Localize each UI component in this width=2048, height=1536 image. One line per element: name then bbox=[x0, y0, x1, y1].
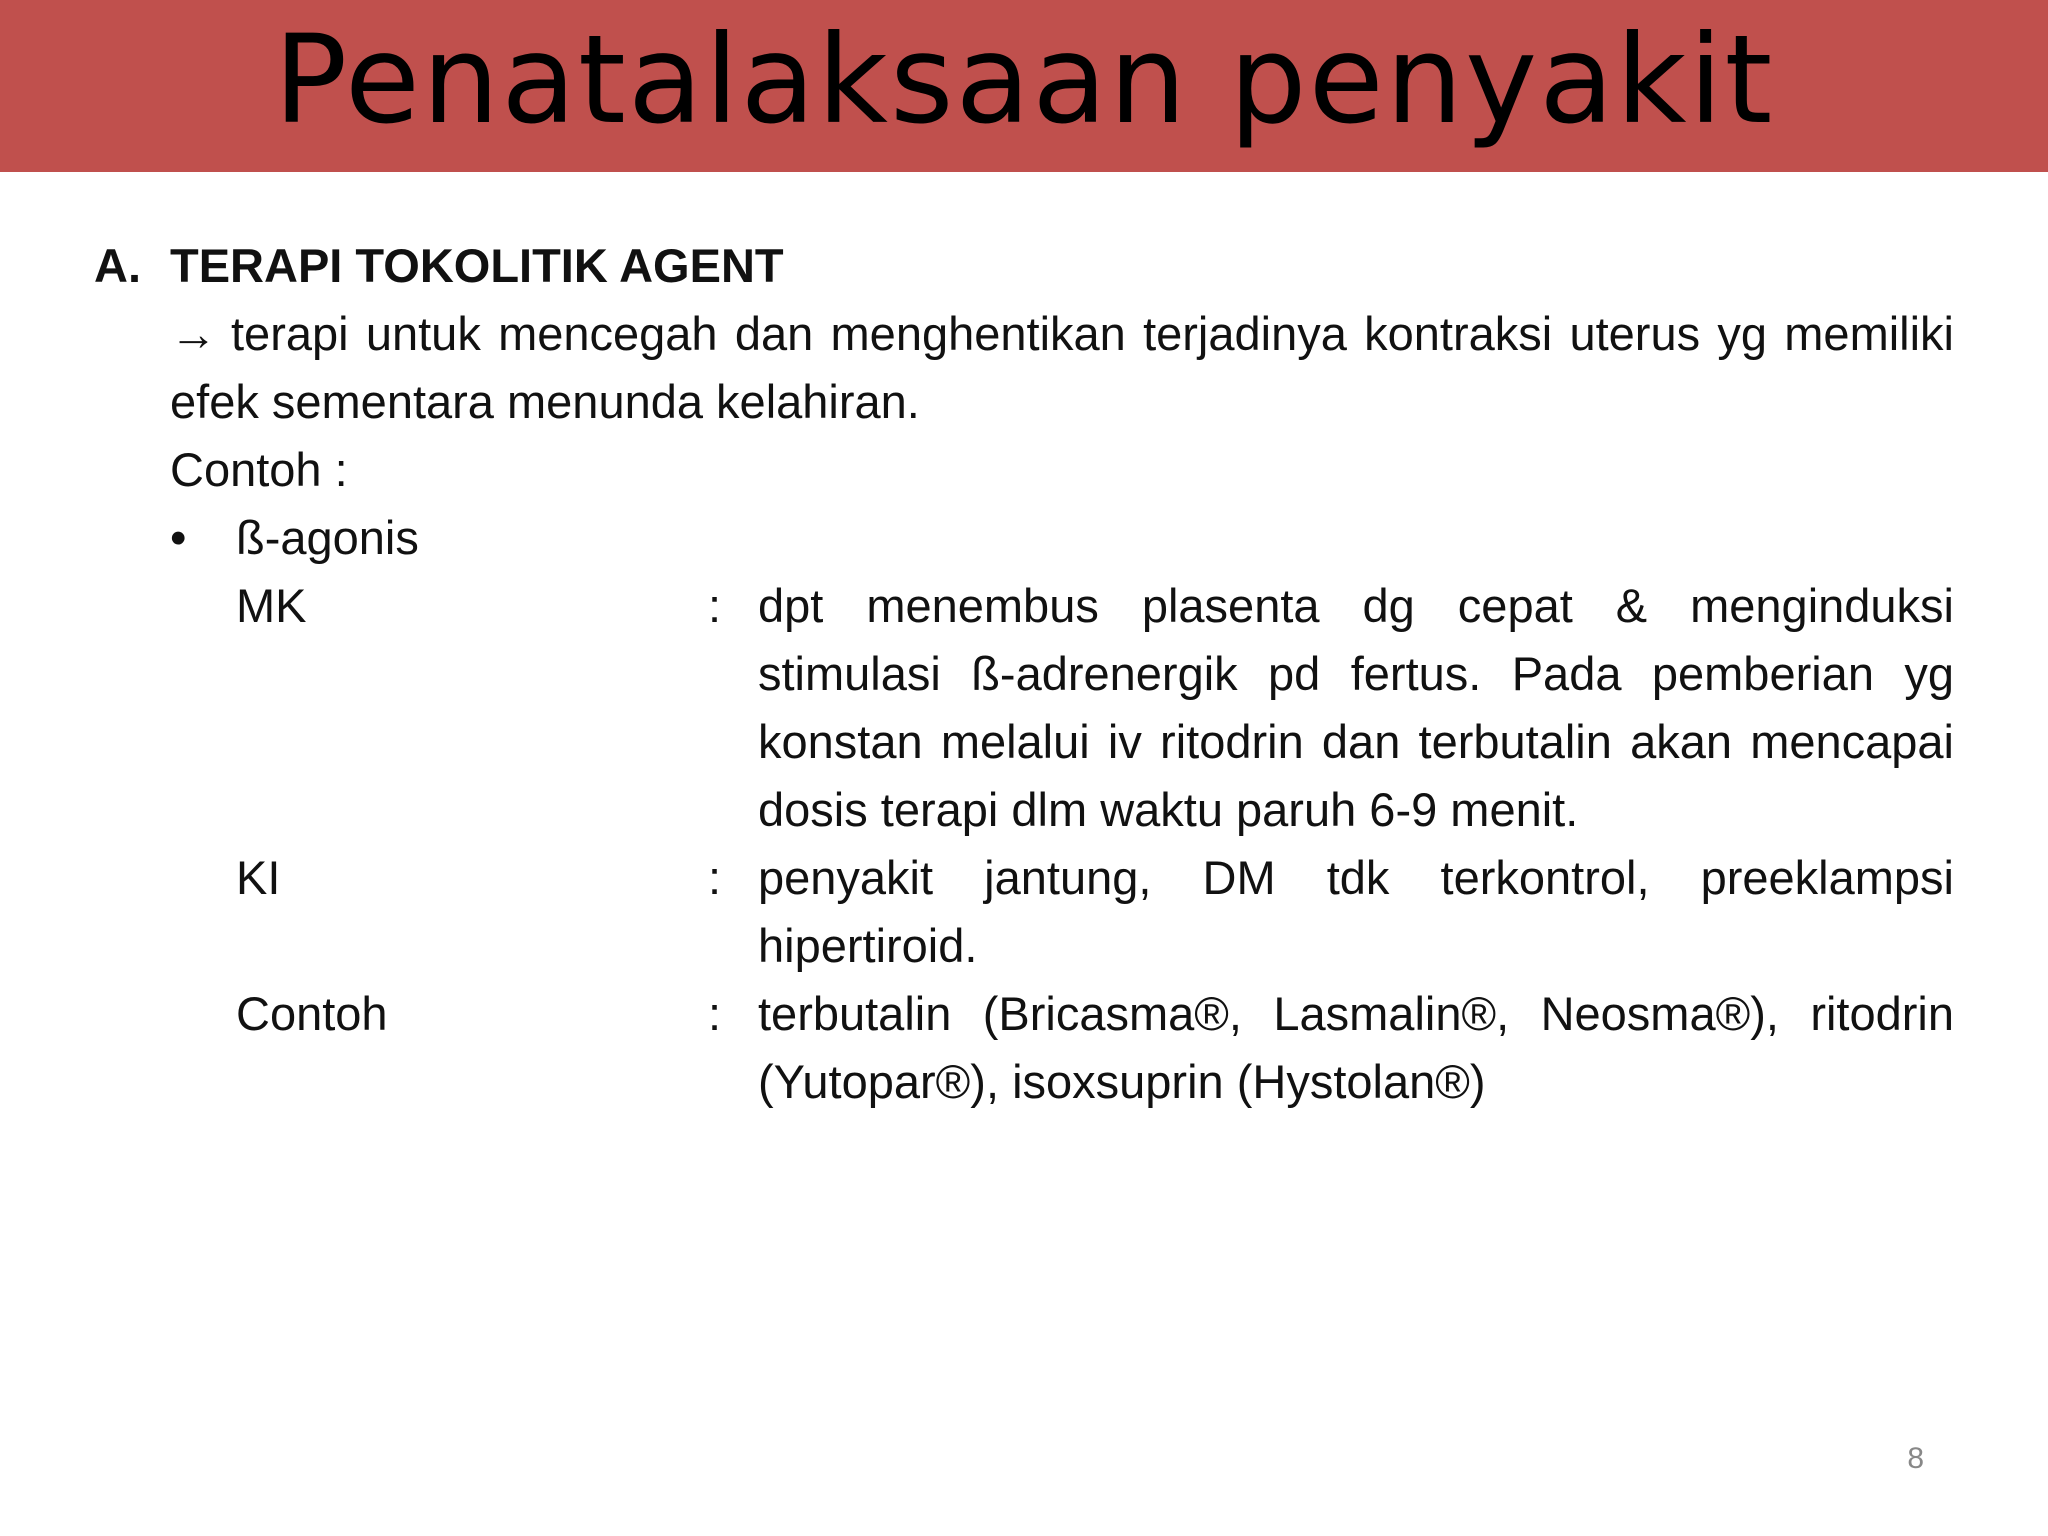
section-marker: A. bbox=[94, 239, 141, 292]
page-number: 8 bbox=[1907, 1442, 1924, 1475]
examples-label: Contoh : bbox=[170, 443, 348, 496]
bullet-label: ß-agonis bbox=[236, 511, 419, 564]
detail-key: Contoh bbox=[236, 987, 388, 1040]
section-description bbox=[170, 300, 1954, 436]
detail-row-mk bbox=[236, 572, 1954, 844]
detail-colon: : bbox=[708, 579, 722, 632]
detail-key: KI bbox=[236, 851, 281, 904]
section-body bbox=[170, 300, 1954, 1116]
section-heading bbox=[94, 232, 1954, 300]
detail-row-ki bbox=[236, 844, 1954, 980]
bullet-icon: • bbox=[170, 511, 187, 564]
slide-content bbox=[94, 232, 1954, 1116]
bullet-item bbox=[170, 504, 1954, 572]
detail-colon: : bbox=[708, 851, 722, 904]
arrow-right-icon: → bbox=[170, 307, 217, 360]
section-heading-text: TERAPI TOKOLITIK AGENT bbox=[170, 239, 784, 292]
detail-value: penyakit jantung, DM tdk terkontrol, preeklampsi hipertiroid. bbox=[758, 851, 1954, 972]
detail-value: terbutalin (Bricasma®, Lasmalin®, Neosma®), ritodrin (Yutopar®), isoxsuprin (Hystolan®) bbox=[758, 987, 1954, 1108]
description-text: terapi untuk mencegah dan menghentikan terjadinya kontraksi uterus yg memiliki efek sementara menunda kelahiran. bbox=[170, 307, 1954, 428]
slide-title: Penatalaksaan penyakit bbox=[273, 9, 1775, 151]
detail-colon: : bbox=[708, 987, 722, 1040]
detail-value: dpt menembus plasenta dg cepat & menginduksi stimulasi ß-adrenergik pd fertus. Pada pemberian yg konstan melalui iv ritodrin dan terbutalin akan mencapai dosis terapi dlm waktu paruh 6-9 menit. bbox=[758, 579, 1954, 836]
detail-row-contoh bbox=[236, 980, 1954, 1116]
detail-key: MK bbox=[236, 579, 307, 632]
